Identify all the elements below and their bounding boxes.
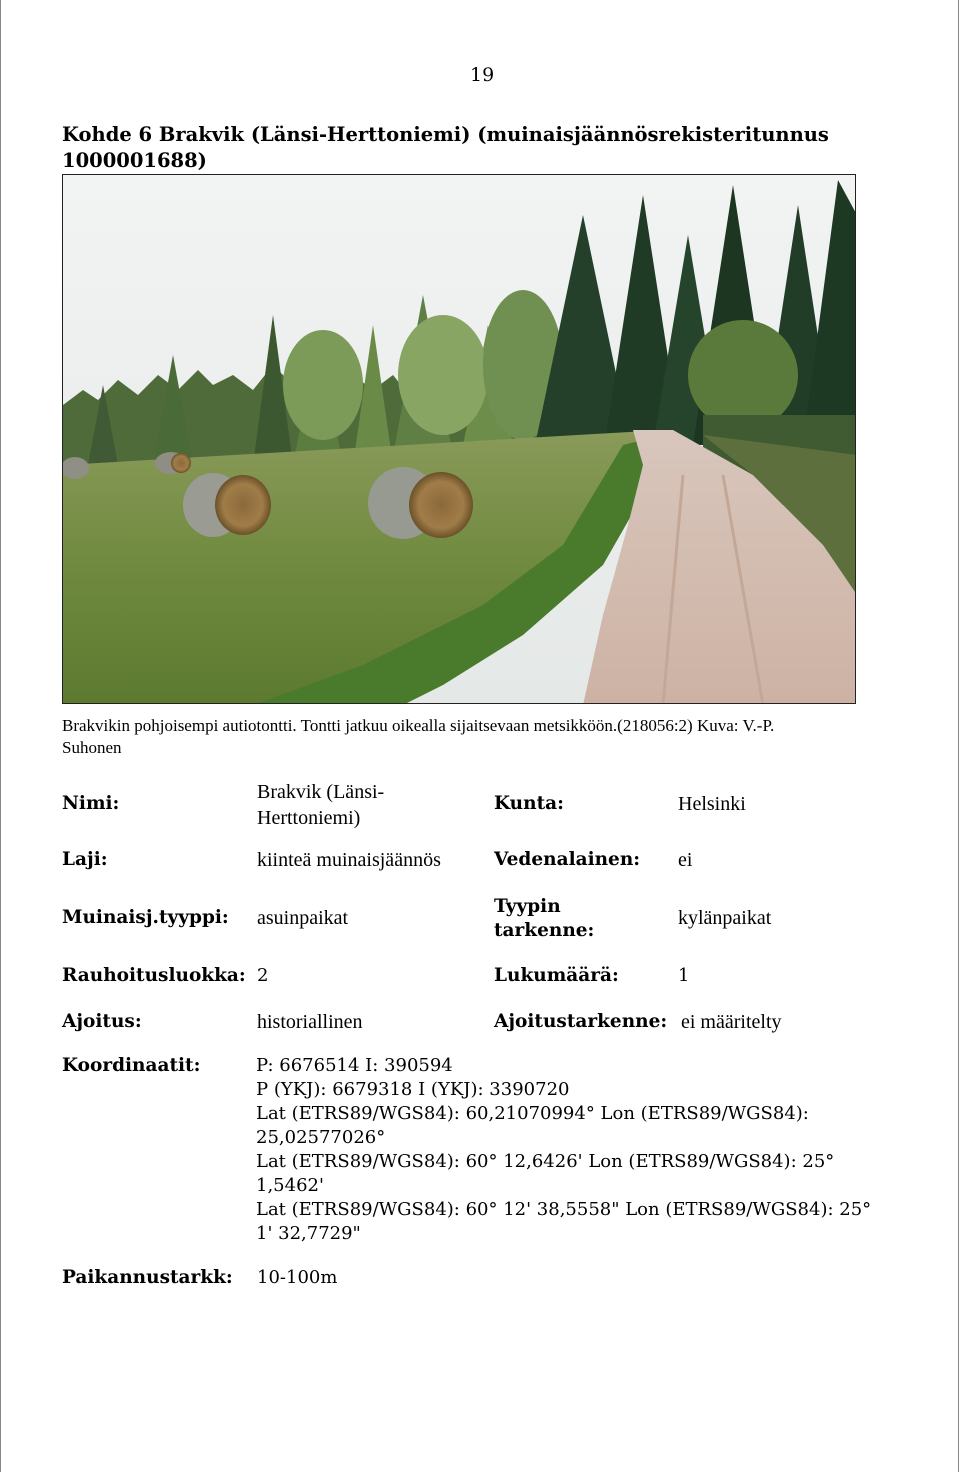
- nimi-value-line-2: Herttoniemi): [257, 807, 361, 829]
- coordinate-line: P: 6676514 I: 390594: [256, 1055, 453, 1076]
- coordinate-line: Lat (ETRS89/WGS84): 60,21070994° Lon (ETRS89/WGS84):: [256, 1103, 809, 1124]
- ajoitus-label: Ajoitus:: [62, 1011, 142, 1032]
- ajoitus-value: historiallinen: [257, 1011, 363, 1033]
- caption-line-2: Suhonen: [62, 738, 122, 757]
- nimi-label: Nimi:: [62, 793, 120, 814]
- tyypin-tarkenne-label-line-1: Tyypin: [494, 896, 561, 917]
- kunta-label: Kunta:: [494, 793, 564, 814]
- laji-label: Laji:: [62, 849, 108, 870]
- vedenalainen-label: Vedenalainen:: [494, 849, 641, 870]
- page-title: Kohde 6 Brakvik (Länsi-Herttoniemi) (muinaisjäännösrekisteritunnus 1000001688): [62, 123, 829, 172]
- rauhoitusluokka-label: Rauhoitusluokka:: [62, 965, 246, 986]
- tyypin-tarkenne-label-line-2: tarkenne:: [494, 920, 595, 941]
- coordinate-line: 25,02577026°: [256, 1127, 386, 1148]
- page-border-right: [958, 0, 959, 1472]
- ajoitustarkenne-label: Ajoitustarkenne:: [494, 1011, 668, 1032]
- page-number: 19: [470, 64, 495, 86]
- kunta-value: Helsinki: [678, 793, 746, 815]
- caption-line-1: Brakvikin pohjoisempi autiotontti. Tontti jatkuu oikealla sijaitsevaan metsikköön.(218056:2) Kuva: V.-P.: [62, 716, 775, 735]
- koordinaatit-label: Koordinaatit:: [62, 1055, 201, 1076]
- site-photo: [62, 174, 856, 704]
- coordinate-line: 1' 32,7729": [256, 1223, 361, 1244]
- paikannustarkk-label: Paikannustarkk:: [62, 1267, 233, 1288]
- koordinaatit-value: [256, 1054, 946, 1246]
- tyypin-tarkenne-value: kylänpaikat: [678, 907, 772, 929]
- muinaisj-tyyppi-value: asuinpaikat: [257, 907, 349, 929]
- ajoitustarkenne-value: ei määritelty: [681, 1011, 782, 1033]
- coordinate-line: Lat (ETRS89/WGS84): 60° 12,6426' Lon (ETRS89/WGS84): 25°: [256, 1151, 835, 1172]
- lukumaara-label: Lukumäärä:: [494, 965, 619, 986]
- coordinate-line: 1,5462': [256, 1175, 324, 1196]
- rauhoitusluokka-value: 2: [257, 965, 269, 986]
- coordinate-line: P (YKJ): 6679318 I (YKJ): 3390720: [256, 1079, 570, 1100]
- muinaisj-tyyppi-label: Muinaisj.tyyppi:: [62, 907, 229, 928]
- vedenalainen-value: ei: [678, 849, 693, 871]
- page-border-left: [0, 0, 1, 1472]
- lukumaara-value: 1: [678, 965, 690, 986]
- laji-value: kiinteä muinaisjäännös: [257, 849, 441, 871]
- nimi-value-line-1: Brakvik (Länsi-: [257, 781, 385, 803]
- coordinate-line: Lat (ETRS89/WGS84): 60° 12' 38,5558" Lon (ETRS89/WGS84): 25°: [256, 1199, 872, 1220]
- paikannustarkk-value: 10-100m: [257, 1267, 338, 1288]
- photo-caption: [62, 715, 862, 759]
